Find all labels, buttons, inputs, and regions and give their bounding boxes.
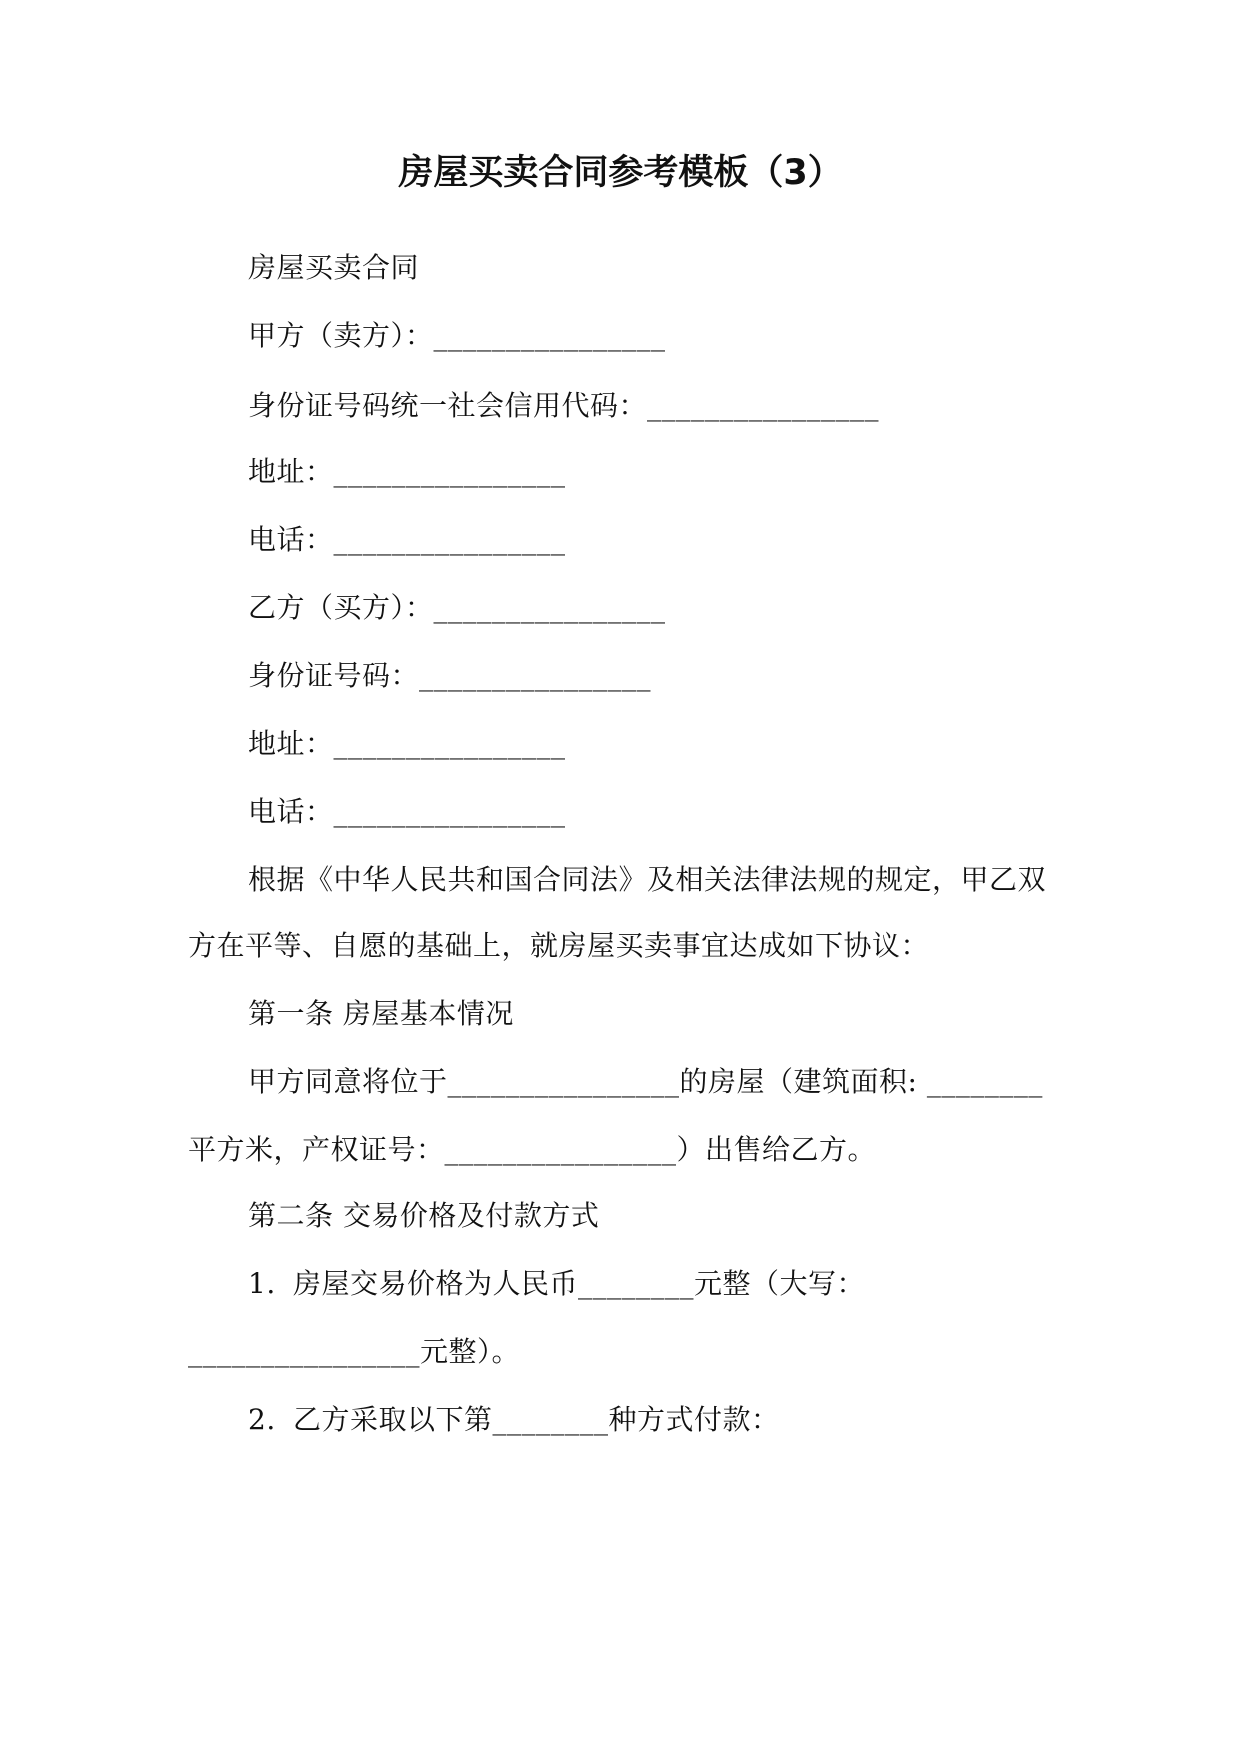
party-b-id-field: 身份证号码：________________ [248,659,652,692]
article-2-item-1-continuation: ________________元整）。 [188,1335,521,1368]
party-b-address-field: 地址：________________ [248,727,566,760]
article-1-text-line-2: 平方米，产权证号：________________）出售给乙方。 [188,1133,877,1166]
party-a-seller-field: 甲方（卖方）：________________ [248,319,666,352]
party-a-address-field: 地址：________________ [248,455,566,488]
list-item-text: 乙方采取以下第________种方式付款： [293,1403,780,1436]
contract-heading: 房屋买卖合同 [248,251,420,284]
preamble-line-1: 根据《中华人民共和国合同法》及相关法律法规的规定，甲乙双 [248,863,1047,896]
document-title: 房屋买卖合同参考模板（3） [398,153,843,193]
article-1-heading: 第一条 房屋基本情况 [248,997,514,1030]
party-a-phone-field: 电话：________________ [248,523,566,556]
article-2-item-1 [248,1264,865,1304]
list-item-text: 房屋交易价格为人民币________元整（大写： [293,1267,866,1300]
party-a-id-field: 身份证号码统一社会信用代码：________________ [248,389,880,422]
list-number: 1. [248,1267,276,1300]
article-2-item-2 [248,1400,780,1440]
preamble-line-2: 方在平等、自愿的基础上，就房屋买卖事宜达成如下协议： [188,929,930,962]
article-1-text-line-1: 甲方同意将位于________________的房屋（建筑面积: ________ [248,1065,1043,1098]
party-b-phone-field: 电话：________________ [248,795,566,828]
article-2-heading: 第二条 交易价格及付款方式 [248,1199,600,1232]
party-b-buyer-field: 乙方（买方）：________________ [248,591,666,624]
list-number: 2. [248,1403,276,1436]
